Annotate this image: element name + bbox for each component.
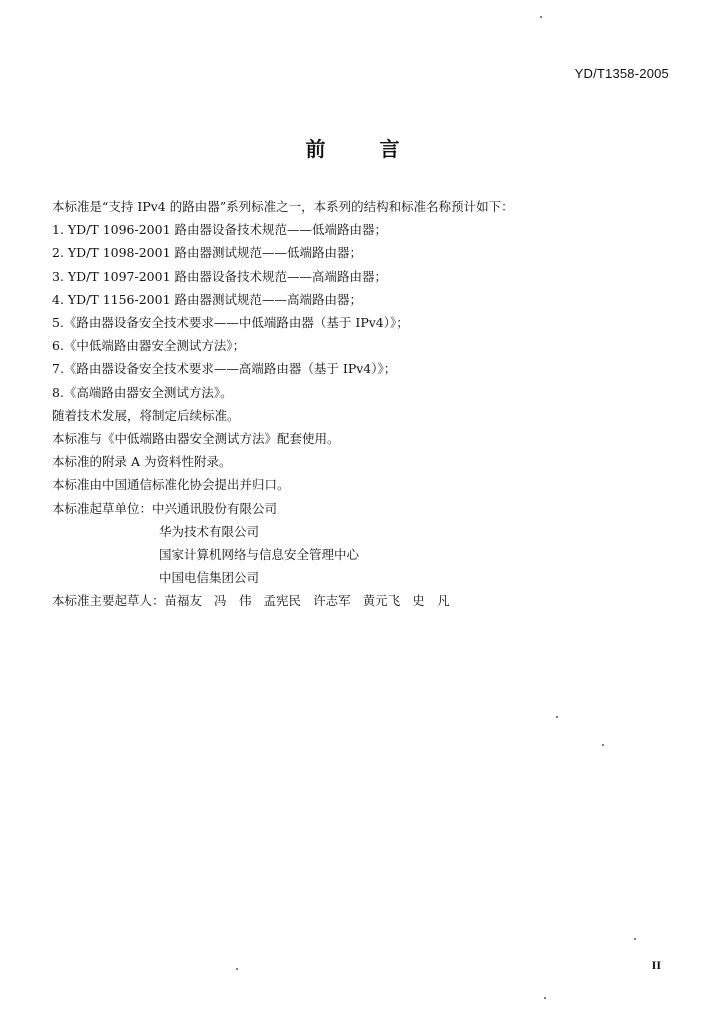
drafter-name: 史 凡	[412, 593, 450, 609]
drafters-label: 本标准主要起草人：	[52, 593, 165, 609]
drafting-unit: 华为技术有限公司	[159, 523, 260, 539]
paragraph: 本标准由中国通信标准化协会提出并归口。	[52, 477, 290, 493]
paragraph: 本标准的附录 A 为资料性附录。	[52, 454, 232, 470]
scan-speck	[556, 716, 558, 718]
list-item: 6.《中低端路由器安全测试方法》；	[52, 338, 246, 354]
scan-speck	[544, 997, 546, 999]
list-item: 3. YD/T 1097-2001 路由器设备技术规范——高端路由器；	[52, 268, 388, 284]
drafters-row	[52, 589, 672, 612]
standard-code: YD/T1358-2005	[574, 66, 669, 81]
page-title	[0, 133, 707, 162]
list-item: 4. YD/T 1156-2001 路由器测试规范——高端路由器；	[52, 291, 363, 307]
drafter-name: 黄元飞	[362, 593, 401, 609]
list-item: 8.《高端路由器安全测试方法》。	[52, 384, 233, 400]
preface-body	[52, 195, 672, 613]
list-item: 2. YD/T 1098-2001 路由器测试规范——低端路由器；	[52, 245, 363, 261]
title-part-2: 言	[379, 137, 402, 161]
drafter-name: 许志军	[313, 593, 351, 609]
drafting-units-label: 本标准起草单位：	[52, 500, 153, 516]
drafters-list	[165, 589, 462, 612]
drafting-unit: 中兴通讯股份有限公司	[152, 500, 278, 516]
drafting-units-row	[52, 497, 672, 520]
drafter-name: 孟宪民	[263, 593, 302, 609]
scan-speck	[634, 938, 636, 940]
paragraph: 随着技术发展，将制定后续标准。	[52, 407, 240, 423]
title-part-1: 前	[305, 137, 328, 161]
paragraph: 本标准与《中低端路由器安全测试方法》配套使用。	[52, 431, 340, 447]
drafting-unit: 国家计算机网络与信息安全管理中心	[159, 547, 360, 563]
intro-paragraph: 本标准是“支持 IPv4 的路由器”系列标准之一，本系列的结构和标准名称预计如下：	[52, 199, 514, 214]
drafter-name: 冯 伟	[214, 593, 252, 609]
list-item: 5.《路由器设备安全技术要求——中低端路由器（基于 IPv4）》；	[52, 315, 409, 331]
list-item: 7.《路由器设备安全技术要求——高端路由器（基于 IPv4）》；	[52, 361, 397, 377]
drafter-name: 苗福友	[164, 593, 203, 609]
list-item: 1. YD/T 1096-2001 路由器设备技术规范——低端路由器；	[52, 222, 388, 238]
drafting-unit: 中国电信集团公司	[159, 570, 260, 586]
scan-speck	[602, 744, 604, 746]
scan-speck	[540, 16, 542, 18]
scan-speck	[236, 968, 238, 970]
page-number: II	[651, 958, 661, 972]
